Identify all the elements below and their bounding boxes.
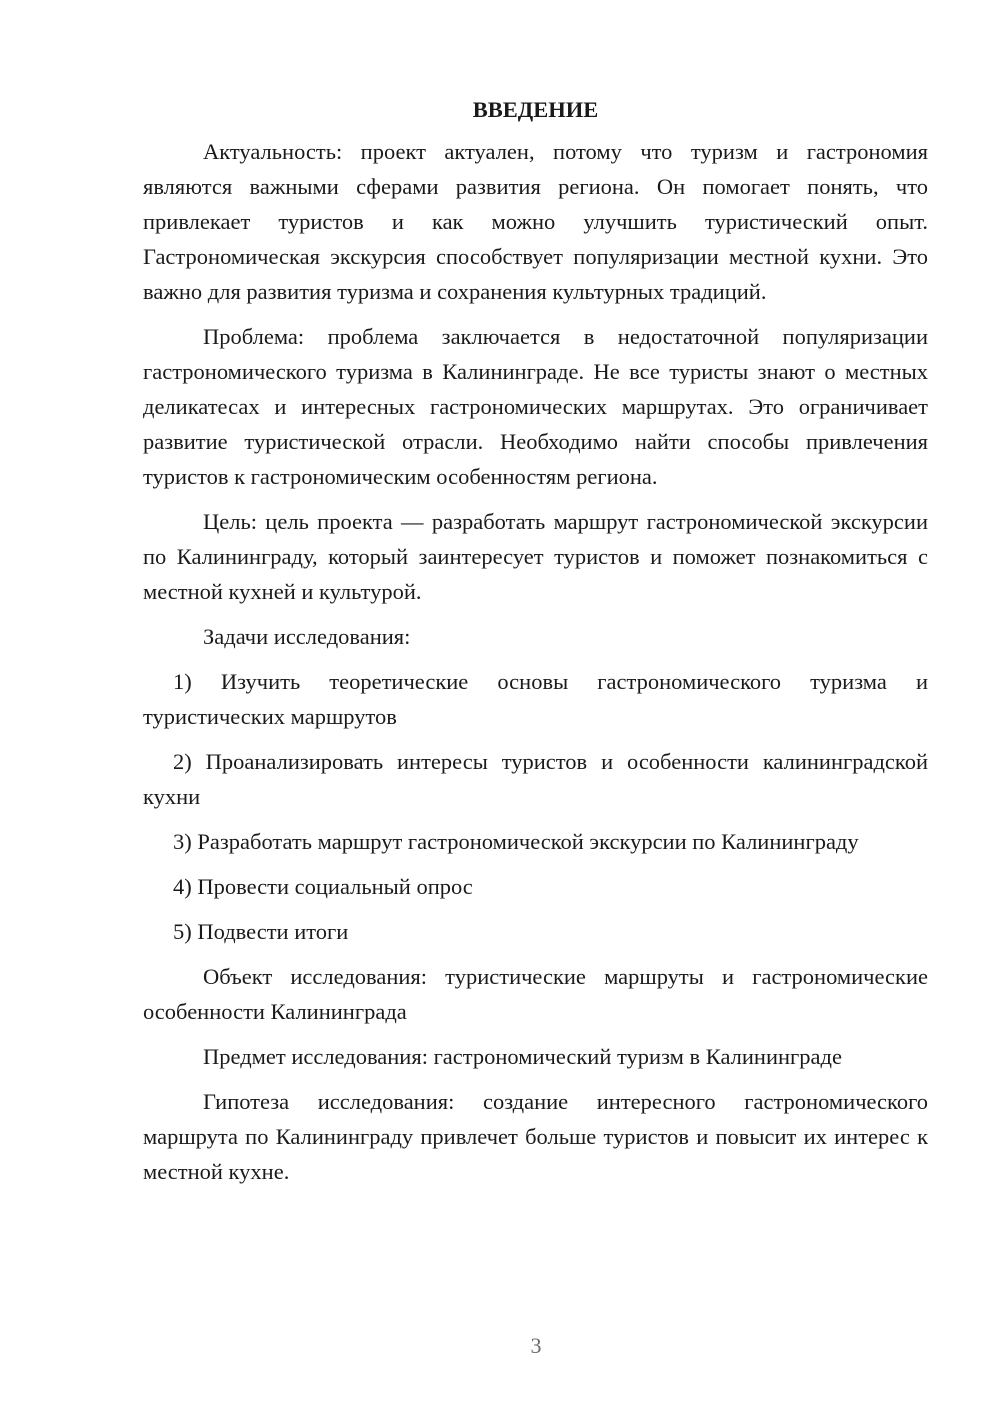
task-item-1: 1) Изучить теоретические основы гастрономического туризма и туристических маршрутов	[143, 669, 928, 729]
paragraph-subject: Предмет исследования: гастрономический туризм в Калининграде	[203, 1044, 842, 1069]
document-page	[143, 92, 928, 1199]
paragraph-hypothesis: Гипотеза исследования: создание интересного гастрономического маршрута по Калининграду привлечет больше туристов и повысит их интерес к местной кухне.	[143, 1089, 928, 1184]
paragraph-problem: Проблема: проблема заключается в недостаточной популяризации гастрономического туризма в Калининграде. Не все туристы знают о местных деликатесах и интересных гастрономических маршрутах. Это ограничивает развитие туристической отрасли. Необходимо найти способы привлечения туристов к гастрономическим особенностям региона.	[143, 324, 928, 489]
page-number: 3	[530, 1333, 542, 1358]
paragraph-object: Объект исследования: туристические маршруты и гастрономические особенности Калининграда	[143, 964, 928, 1024]
page-title: ВВЕДЕНИЕ	[472, 97, 599, 122]
task-item-2: 2) Проанализировать интересы туристов и особенности калининградской кухни	[143, 749, 928, 809]
paragraph-goal: Цель: цель проекта — разработать маршрут гастрономической экскурсии по Калининграду, который заинтересует туристов и поможет познакомиться с местной кухней и культурой.	[143, 509, 928, 604]
task-item-5: 5) Подвести итоги	[173, 919, 349, 944]
task-item-4: 4) Провести социальный опрос	[173, 874, 473, 899]
paragraph-tasks-heading: Задачи исследования:	[203, 624, 411, 649]
task-item-3: 3) Разработать маршрут гастрономической экскурсии по Калининграду	[173, 829, 859, 854]
paragraph-relevance: Актуальность: проект актуален, потому что туризм и гастрономия являются важными сферами развития региона. Он помогает понять, что привлекает туристов и как можно улучшить туристический опыт. Гастрономическая экскурсия способствует популяризации местной кухни. Это важно для развития туризма и сохранения культурных традиций.	[143, 139, 928, 304]
